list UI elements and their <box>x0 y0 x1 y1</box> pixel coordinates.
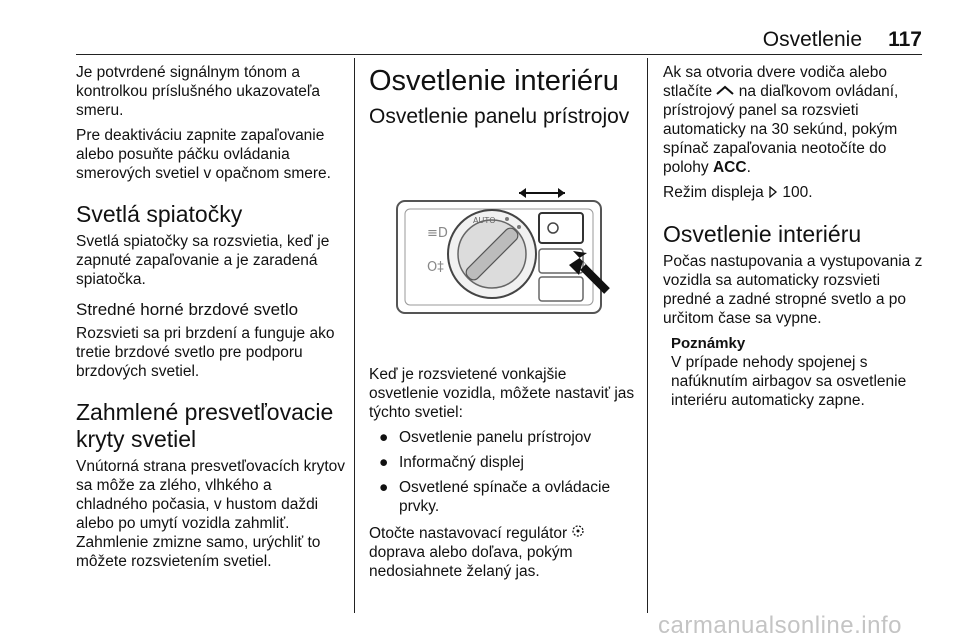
paragraph: Režim displeja 100. <box>663 184 813 202</box>
heading-reverse-lights: Svetlá spiatočky <box>76 201 243 227</box>
heading-instrument-panel: Osvetlenie panelu prístrojov <box>369 105 630 128</box>
paragraph: Vnútorná strana presvetľovacích krytov sa môže za zlého, vlhkého a chladného počasia, v hustom daždi alebo po umytí vozidla zahmliť. Zahmlenie zmizne samo, urýchliť to môžete rozsvietením svetiel. <box>76 458 346 570</box>
paragraph: Svetlá spiatočky sa rozsvietia, keď je zapnuté zapaľovanie a je zaradená spiatočka. <box>76 233 330 288</box>
page-number: 117 <box>888 28 922 51</box>
note-title: Poznámky <box>671 334 746 352</box>
heading-brake-light: Stredné horné brzdové svetlo <box>76 300 299 319</box>
list-item: ● Informačný displej <box>379 454 524 471</box>
note-text: V prípade nehody spojenej s nafúknutím airbagov sa osvetlenie interiéru automaticky zapne. <box>671 353 907 409</box>
page-ref: 100 <box>782 184 809 202</box>
auto-label: AUTO <box>473 216 496 225</box>
paragraph: Je potvrdené signálnym tónom a kontrolkou príslušného ukazovateľa smeru. <box>76 64 321 119</box>
paragraph: Otočte nastavovací regulátor doprava alebo doľava, pokým nedosiahnete želaný jas. <box>369 524 635 581</box>
column-divider <box>354 58 355 613</box>
column-divider <box>647 58 648 613</box>
paragraph: Ak sa otvoria dvere vodiča alebo stlačíte na diaľkovom ovládaní, prístrojový panel sa rozsvieti automaticky na 30 sekúnd, pokým spínač zapaľovania neotočíte do polohy ACC. <box>663 64 899 177</box>
dimmer-icon <box>571 524 585 543</box>
svg-text:≡D: ≡D <box>427 226 448 241</box>
paragraph: Počas nastupovania a vystupovania z vozidla sa automaticky rozsvieti predné a zadné stropné svetlo a po určitom čase sa vypne. <box>663 252 923 327</box>
heading-interior-lighting-2: Osvetlenie interiéru <box>663 220 862 247</box>
note-box <box>671 334 925 410</box>
column-2 <box>369 63 635 587</box>
paragraph: Rozsvieti sa pri brzdení a funguje ako tretie brzdové svetlo pre podporu brzdových svetiel. <box>76 325 335 380</box>
watermark: carmanualsonline.info <box>658 612 902 639</box>
acc-label: ACC <box>712 159 747 177</box>
paragraph: Pre deaktiváciu zapnite zapaľovanie alebo posuňte páčku ovládania smerových svetiel v opačnom smere. <box>76 127 331 182</box>
unlock-icon <box>716 82 734 101</box>
heading-interior-lighting: Osvetlenie interiéru <box>369 65 619 97</box>
column-1 <box>76 63 346 577</box>
svg-text:O‡: O‡ <box>427 260 444 275</box>
page-header <box>76 28 922 55</box>
bullet-list <box>369 428 635 516</box>
heading-fogged-covers: Zahmlené presvetľovacie kryty svetiel <box>76 399 334 452</box>
paragraph: Keď je rozsvietené vonkajšie osvetlenie vozidla, môžete nastaviť jas týchto svetiel: <box>369 366 635 421</box>
section-title: Osvetlenie <box>762 28 862 51</box>
page-ref-arrow-icon <box>768 184 778 203</box>
light-switch-figure <box>369 141 631 349</box>
column-3 <box>663 63 925 410</box>
list-item: ● Osvetlené spínače a ovládacie prvky. <box>379 479 611 515</box>
list-item: ● Osvetlenie panelu prístrojov <box>379 429 592 446</box>
